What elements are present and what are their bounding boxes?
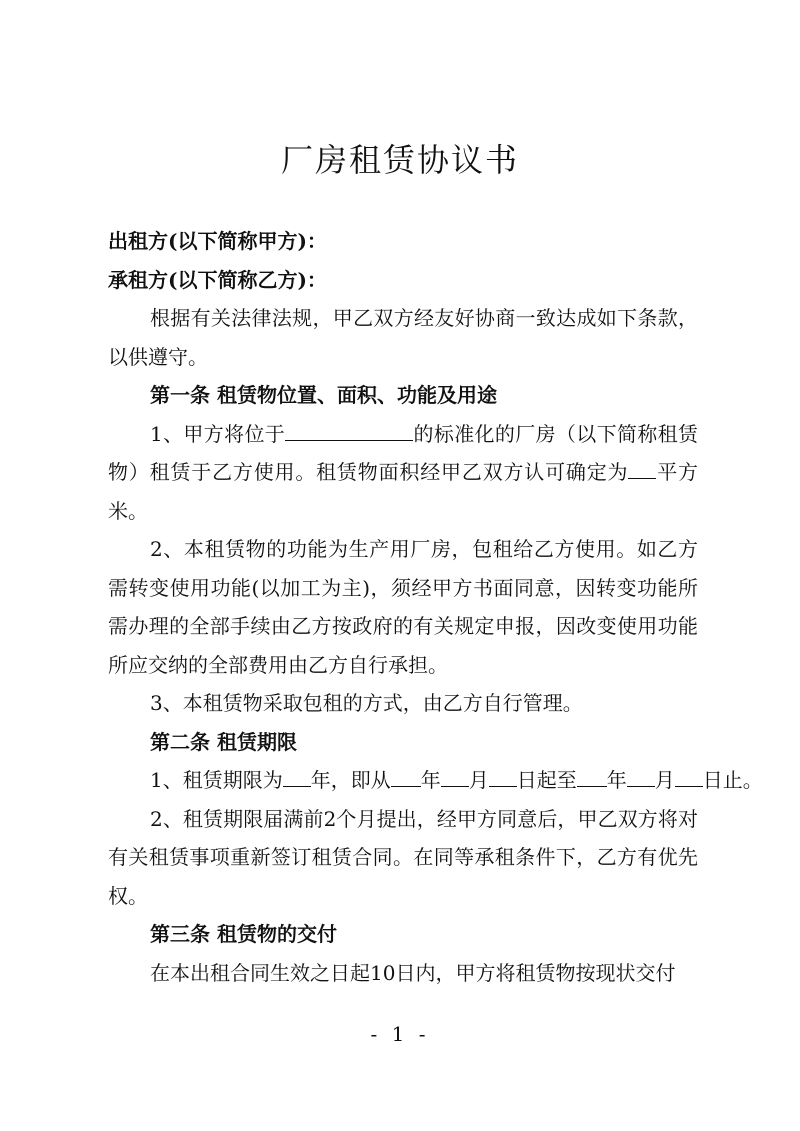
lessee-label: 承租方(以下简称乙方)： [108, 267, 327, 292]
location-blank [285, 422, 413, 441]
article1-clause1 [108, 415, 698, 531]
end-day-blank [675, 768, 703, 787]
article1-clause3: 3、本租赁物采取包租的方式，由乙方自行管理。 [150, 691, 583, 715]
article1-clause1-text-a: 1、甲方将位于 [150, 421, 286, 446]
start-month-blank [441, 768, 469, 787]
start-year-blank [391, 768, 421, 787]
article3-heading: 第三条 租赁物的交付 [150, 922, 337, 946]
end-month-blank [627, 768, 655, 787]
article1-clause2: 2、本租赁物的功能为生产用厂房，包租给乙方使用。如乙方需转变使用功能(以加工为主)，须经甲方书面同意，因转变功能所需办理的全部手续由乙方按政府的有关规定申报，因改变使用功能所应交纳的全部费用由乙方自行承担。 [108, 537, 698, 677]
article2-clause2: 2、租赁期限届满前2个月提出，经甲方同意后，甲乙双方将对有关租赁事项重新签订租赁合同。在同等承租条件下，乙方有优先权。 [108, 806, 698, 908]
article2-clause1-text-b: 年，即从 [310, 768, 391, 792]
article2-clause1-text-f: 年 [606, 768, 627, 792]
article2-heading: 第二条 租赁期限 [150, 729, 297, 754]
article3-clause1: 在本出租合同生效之日起10日内，甲方将租赁物按现状交付 [150, 960, 676, 985]
end-year-blank [577, 768, 607, 787]
article2-clause1 [108, 761, 763, 800]
page-number: - 1 - [370, 1022, 430, 1046]
article1-clause1-text-b: 的标准化的厂房（以下简称租赁物）租赁于乙方使用。租赁物面积经甲乙双方认可确定为 [108, 421, 698, 484]
article2-clause1-text-c: 年 [420, 768, 441, 792]
document-title: 厂房租赁协议书 [280, 141, 519, 179]
article2-clause1-text-d: 月 [468, 768, 489, 792]
preamble-paragraph: 根据有关法律法规，甲乙双方经友好协商一致达成如下条款，以供遵守。 [108, 306, 698, 369]
article1-heading: 第一条 租赁物位置、面积、功能及用途 [150, 383, 497, 407]
area-blank [628, 460, 656, 479]
lessor-label: 出租方(以下简称甲方)： [108, 229, 327, 253]
start-day-blank [489, 768, 517, 787]
article2-clause1-text-h: 日止。 [702, 768, 763, 792]
article2-clause1-text-g: 月 [654, 768, 675, 792]
document-body [108, 222, 763, 992]
article2-clause1-text-a: 1、租赁期限为 [150, 768, 283, 792]
term-years-blank [283, 768, 311, 787]
article1-clause1-text-c: 平方米。 [108, 460, 699, 523]
article2-clause1-text-e: 日起至 [516, 768, 577, 792]
